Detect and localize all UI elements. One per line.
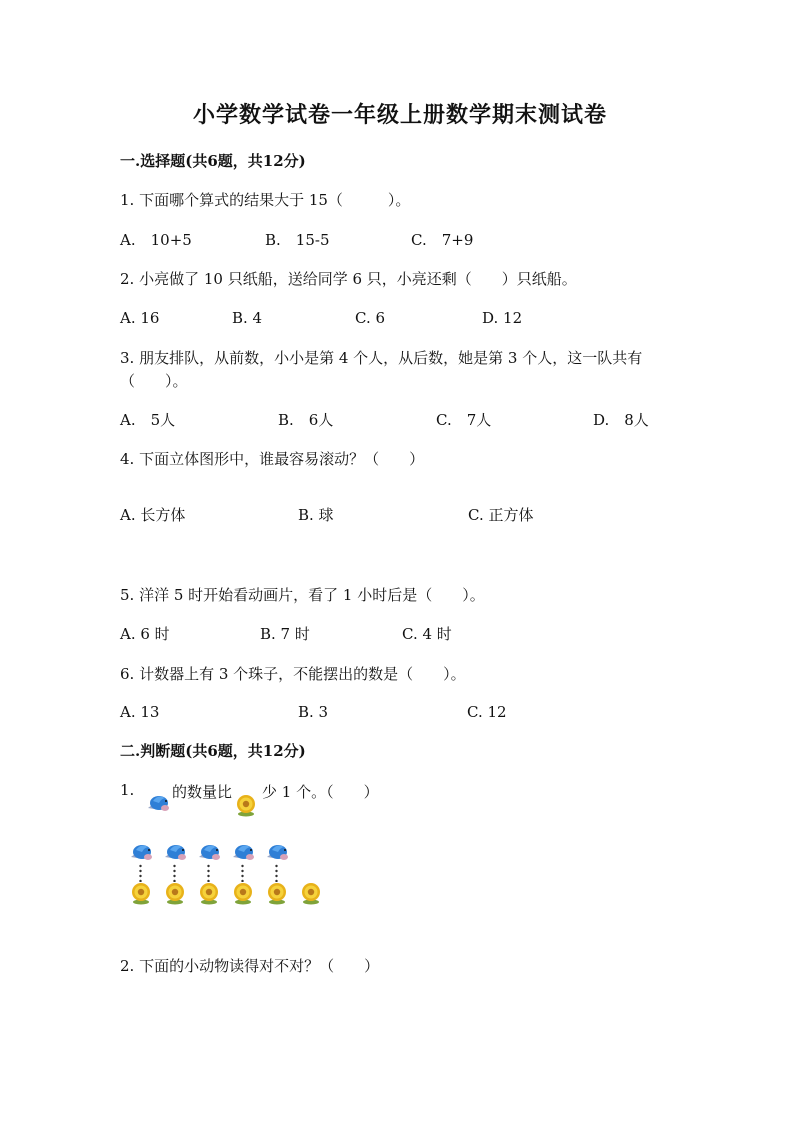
flower-icon	[231, 881, 255, 909]
judgement-1-text-part-1: 的数量比	[172, 783, 233, 801]
bird-icon	[145, 793, 171, 819]
question-3-option-b: B. 6人	[278, 411, 334, 429]
question-5-option-a: A. 6 时	[120, 625, 170, 643]
question-3-line-1: 3. 朋友排队，从前数，小小是第 4 个人，从后数，她是第 3 个人，这一队共有	[120, 349, 643, 367]
flower-icon	[299, 881, 323, 909]
question-1: 1. 下面哪个算式的结果大于 15（ ）。	[120, 191, 411, 209]
question-3-line-2: （ ）。	[120, 372, 188, 390]
question-4-option-b: B. 球	[298, 506, 334, 524]
judgement-1-number: 1.	[120, 781, 135, 799]
flower-icon	[163, 881, 187, 909]
question-2-option-c: C. 6	[355, 309, 386, 327]
flower-icon	[129, 881, 153, 909]
flower-icon	[234, 793, 258, 821]
question-1-option-c: C. 7+9	[411, 231, 474, 249]
section-heading-judgement: 二.判断题(共6题，共12分)	[120, 742, 306, 760]
question-2-option-a: A. 16	[120, 309, 160, 327]
judgement-2: 2. 下面的小动物读得对不对？（ ）	[120, 957, 380, 975]
question-5-option-b: B. 7 时	[260, 625, 310, 643]
section-heading-choice: 一.选择题(共6题，共12分)	[120, 152, 306, 170]
question-2-option-b: B. 4	[232, 309, 263, 327]
question-1-option-b: B. 15-5	[265, 231, 330, 249]
question-6-option-c: C. 12	[467, 703, 507, 721]
judgement-1-text-part-2: 少 1 个。（ ）	[262, 783, 379, 801]
question-3-option-c: C. 7人	[436, 411, 492, 429]
question-1-option-a: A. 10+5	[120, 231, 192, 249]
flower-icon	[265, 881, 289, 909]
question-4: 4. 下面立体图形中，谁最容易滚动？（ ）	[120, 450, 425, 468]
question-2-option-d: D. 12	[482, 309, 523, 327]
question-2: 2. 小亮做了 10 只纸船，送给同学 6 只，小亮还剩（ ）只纸船。	[120, 270, 577, 288]
question-3-option-a: A. 5人	[120, 411, 176, 429]
question-3-option-d: D. 8人	[593, 411, 649, 429]
question-4-option-a: A. 长方体	[120, 506, 186, 524]
flower-icon	[197, 881, 221, 909]
question-4-option-c: C. 正方体	[468, 506, 534, 524]
question-6: 6. 计数器上有 3 个珠子，不能摆出的数是（ ）。	[120, 665, 466, 683]
question-5: 5. 洋洋 5 时开始看动画片，看了 1 小时后是（ ）。	[120, 586, 485, 604]
page-title: 小学数学试卷一年级上册数学期末测试卷	[192, 102, 607, 128]
question-6-option-a: A. 13	[120, 703, 160, 721]
question-5-option-c: C. 4 时	[402, 625, 452, 643]
question-6-option-b: B. 3	[298, 703, 329, 721]
